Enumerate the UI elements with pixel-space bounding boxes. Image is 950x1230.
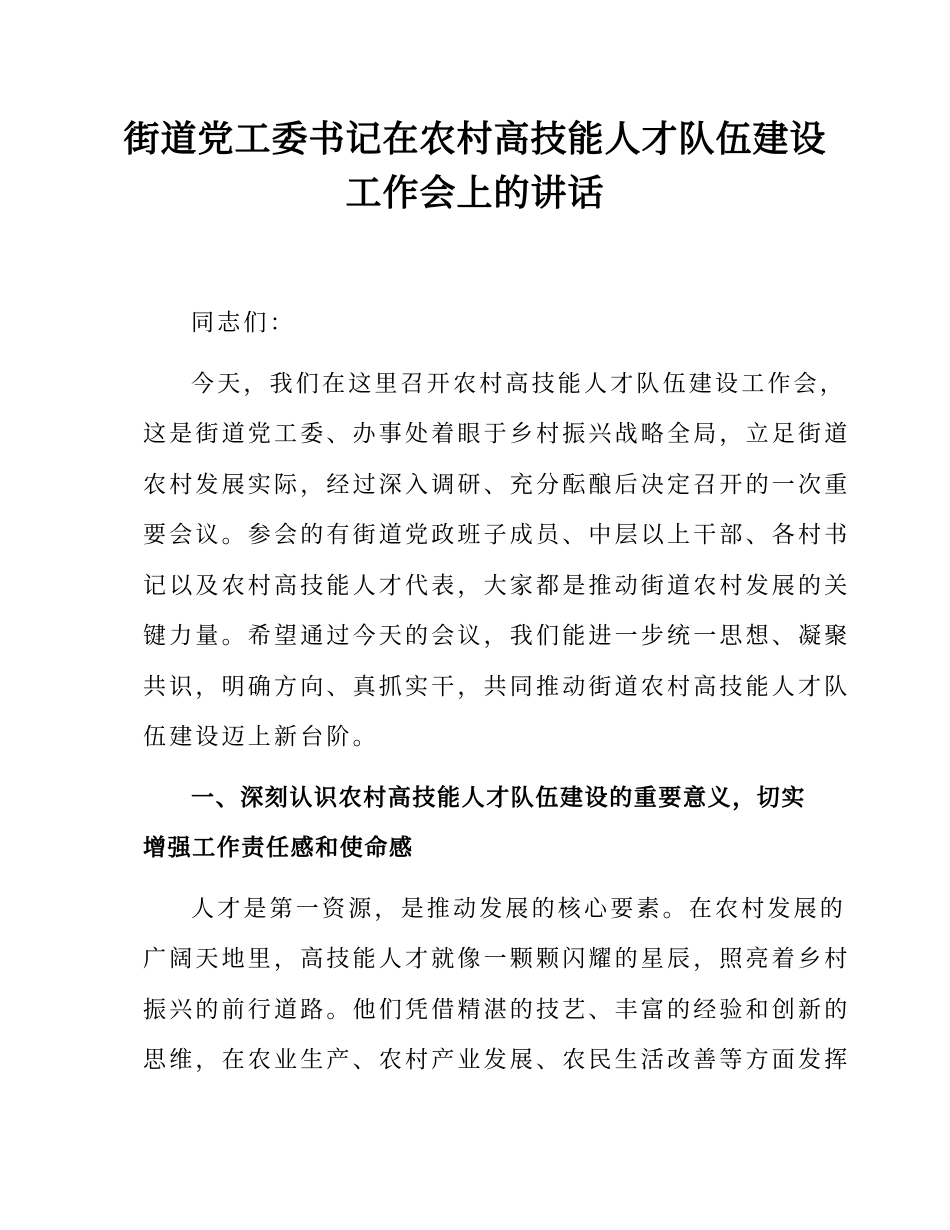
salutation-text: 同志们： — [191, 310, 296, 336]
title-line-2: 工作会上的讲话 — [345, 172, 605, 214]
paragraph-1-line: 共识，明确方向、真抓实干，共同推动街道农村高技能人才队 — [143, 673, 851, 700]
section-1-heading — [143, 773, 811, 874]
paragraph-1-line: 要会议。参会的有街道党政班子成员、中层以上干部、各村书 — [143, 522, 851, 548]
document-body — [143, 298, 851, 1086]
title-line-1: 街道党工委书记在农村高技能人才队伍建设 — [123, 118, 827, 160]
paragraph-1-line: 这是街道党工委、办事处着眼于乡村振兴战略全局，立足街道 — [143, 421, 851, 447]
section-1-heading-line: 增强工作责任感和使命感 — [143, 835, 414, 861]
section-1-heading-line: 一、深刻认识农村高技能人才队伍建设的重要意义，切实 — [191, 784, 806, 811]
paragraph-2 — [143, 884, 851, 1086]
paragraph-2-line: 人才是第一资源，是推动发展的核心要素。在农村发展的 — [191, 895, 846, 922]
paragraph-1-line: 今天，我们在这里召开农村高技能人才队伍建设工作会， — [191, 370, 846, 397]
paragraph-1 — [143, 359, 851, 763]
paragraph-2-line: 振兴的前行道路。他们凭借精湛的技艺、丰富的经验和创新的 — [143, 996, 851, 1023]
salutation — [143, 298, 811, 349]
paragraph-1-line: 伍建设迈上新台阶。 — [143, 724, 379, 750]
paragraph-2-line: 广阔天地里，高技能人才就像一颗颗闪耀的星辰，照亮着乡村 — [143, 946, 851, 972]
paragraph-1-line: 键力量。希望通过今天的会议，我们能进一步统一思想、凝聚 — [143, 623, 851, 649]
paragraph-1-line: 农村发展实际，经过深入调研、充分酝酿后决定召开的一次重 — [143, 471, 851, 498]
paragraph-1-line: 记以及农村高技能人才代表，大家都是推动街道农村发展的关 — [143, 572, 851, 599]
document-title — [120, 112, 830, 220]
paragraph-2-line: 思维，在农业生产、农村产业发展、农民生活改善等方面发挥 — [143, 1047, 851, 1073]
